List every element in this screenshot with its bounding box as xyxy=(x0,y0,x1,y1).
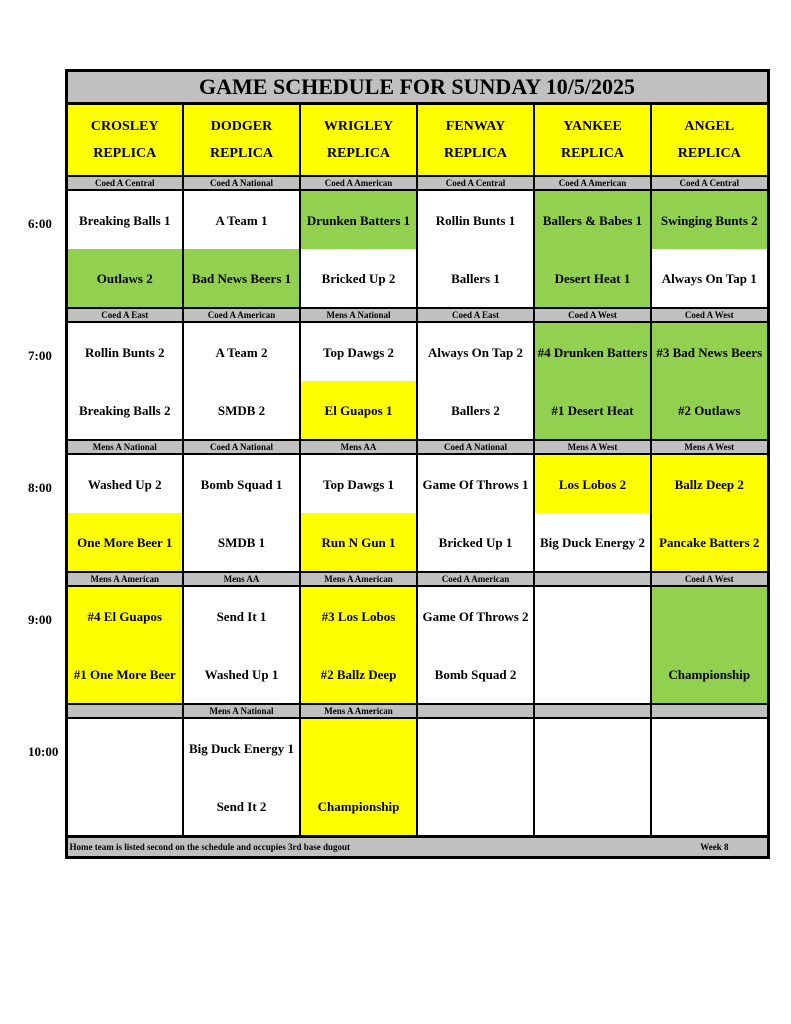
away-team-cell: Top Dawgs 1 xyxy=(300,454,417,513)
home-team-cell: Washed Up 1 xyxy=(183,645,300,704)
away-team-cell xyxy=(417,718,534,777)
home-team-cell: Bricked Up 2 xyxy=(300,249,417,308)
home-team-cell xyxy=(66,777,183,837)
away-team-cell xyxy=(534,718,651,777)
time-slot-label: 9:00 xyxy=(28,612,52,627)
home-team-cell: #2 Outlaws xyxy=(651,381,768,440)
week-label: Week 8 xyxy=(700,842,729,852)
division-label: Coed A West xyxy=(651,308,768,322)
home-team-cell xyxy=(417,777,534,837)
schedule-title: GAME SCHEDULE FOR SUNDAY 10/5/2025 xyxy=(66,71,768,104)
title-row xyxy=(22,71,768,104)
game-row-home xyxy=(22,777,768,837)
field-header-yankee xyxy=(534,104,651,177)
division-row xyxy=(22,572,768,586)
home-team-cell: Big Duck Energy 2 xyxy=(534,513,651,572)
away-team-cell xyxy=(66,718,183,777)
away-team-cell: Ballers & Babes 1 xyxy=(534,190,651,249)
field-name: DODGER xyxy=(210,119,273,134)
home-team-note: Home team is listed second on the schedule and occupies 3rd base dugout xyxy=(69,842,351,852)
game-row-away xyxy=(22,322,768,381)
game-row-home xyxy=(22,513,768,572)
away-team-cell: Washed Up 2 xyxy=(66,454,183,513)
away-team-cell: #4 Drunken Batters xyxy=(534,322,651,381)
division-label: Mens A American xyxy=(66,572,183,586)
game-row-away xyxy=(22,586,768,645)
field-name: FENWAY xyxy=(445,119,506,134)
away-team-cell: Send It 1 xyxy=(183,586,300,645)
away-team-cell: Game Of Throws 1 xyxy=(417,454,534,513)
game-row-away xyxy=(22,190,768,249)
field-header-angel xyxy=(651,104,768,177)
home-team-cell xyxy=(534,645,651,704)
away-team-cell: Drunken Batters 1 xyxy=(300,190,417,249)
field-subtitle: REPLICA xyxy=(93,146,157,161)
division-label: Mens A National xyxy=(300,308,417,322)
home-team-cell: Ballers 2 xyxy=(417,381,534,440)
home-team-cell: Outlaws 2 xyxy=(66,249,183,308)
division-label: Coed A National xyxy=(417,440,534,454)
division-label xyxy=(651,704,768,718)
division-label xyxy=(534,572,651,586)
game-row-away xyxy=(22,718,768,777)
away-team-cell xyxy=(300,718,417,777)
field-header-row xyxy=(22,104,768,177)
home-team-cell: Bad News Beers 1 xyxy=(183,249,300,308)
division-label xyxy=(534,704,651,718)
division-label: Coed A West xyxy=(651,572,768,586)
field-name: YANKEE xyxy=(563,119,622,134)
division-row xyxy=(22,440,768,454)
schedule-sheet xyxy=(22,69,770,859)
away-team-cell: Rollin Bunts 2 xyxy=(66,322,183,381)
field-header-dodger xyxy=(183,104,300,177)
away-team-cell: Los Lobos 2 xyxy=(534,454,651,513)
home-team-cell: Run N Gun 1 xyxy=(300,513,417,572)
field-subtitle: REPLICA xyxy=(443,146,507,161)
away-team-cell xyxy=(534,586,651,645)
away-team-cell: Breaking Balls 1 xyxy=(66,190,183,249)
away-team-cell: #3 Bad News Beers xyxy=(651,322,768,381)
away-team-cell: Bomb Squad 1 xyxy=(183,454,300,513)
division-label: Mens A American xyxy=(300,572,417,586)
game-row-home xyxy=(22,645,768,704)
division-row xyxy=(22,308,768,322)
division-label: Mens A West xyxy=(651,440,768,454)
away-team-cell xyxy=(651,718,768,777)
division-label: Coed A East xyxy=(66,308,183,322)
away-team-cell: #3 Los Lobos xyxy=(300,586,417,645)
home-team-cell: SMDB 2 xyxy=(183,381,300,440)
away-team-cell: Swinging Bunts 2 xyxy=(651,190,768,249)
home-team-cell: Bricked Up 1 xyxy=(417,513,534,572)
home-team-cell xyxy=(651,777,768,837)
home-team-cell: Championship xyxy=(300,777,417,837)
away-team-cell xyxy=(651,586,768,645)
division-row xyxy=(22,704,768,718)
division-label: Coed A Central xyxy=(66,176,183,190)
division-label: Coed A Central xyxy=(651,176,768,190)
division-label: Coed A American xyxy=(300,176,417,190)
division-label xyxy=(417,704,534,718)
field-subtitle: REPLICA xyxy=(326,146,390,161)
division-label: Mens A National xyxy=(183,704,300,718)
game-row-away xyxy=(22,454,768,513)
division-label xyxy=(66,704,183,718)
home-team-cell: Ballers 1 xyxy=(417,249,534,308)
home-team-cell: El Guapos 1 xyxy=(300,381,417,440)
division-label: Coed A Central xyxy=(417,176,534,190)
time-slot-label: 8:00 xyxy=(28,480,52,495)
footer-row xyxy=(22,837,768,858)
division-label: Coed A American xyxy=(183,308,300,322)
division-label: Mens A National xyxy=(66,440,183,454)
time-slot-label: 10:00 xyxy=(28,744,59,759)
home-team-cell: #1 Desert Heat xyxy=(534,381,651,440)
home-team-cell: #1 One More Beer xyxy=(66,645,183,704)
field-subtitle: REPLICA xyxy=(209,146,273,161)
away-team-cell: A Team 2 xyxy=(183,322,300,381)
home-team-cell: #2 Ballz Deep xyxy=(300,645,417,704)
away-team-cell: Ballz Deep 2 xyxy=(651,454,768,513)
away-team-cell: Top Dawgs 2 xyxy=(300,322,417,381)
away-team-cell: Game Of Throws 2 xyxy=(417,586,534,645)
time-slot-label: 6:00 xyxy=(28,216,52,231)
field-header-crosley xyxy=(66,104,183,177)
home-team-cell: SMDB 1 xyxy=(183,513,300,572)
time-slot-label: 7:00 xyxy=(28,348,52,363)
home-team-cell: Pancake Batters 2 xyxy=(651,513,768,572)
away-team-cell: Always On Tap 2 xyxy=(417,322,534,381)
field-name: CROSLEY xyxy=(90,119,159,134)
home-team-cell: Breaking Balls 2 xyxy=(66,381,183,440)
game-row-home xyxy=(22,249,768,308)
division-label: Coed A American xyxy=(534,176,651,190)
division-label: Coed A East xyxy=(417,308,534,322)
game-row-home xyxy=(22,381,768,440)
field-name: ANGEL xyxy=(684,119,735,134)
division-label: Coed A National xyxy=(183,176,300,190)
division-label: Coed A National xyxy=(183,440,300,454)
division-label: Mens AA xyxy=(300,440,417,454)
division-label: Coed A American xyxy=(417,572,534,586)
home-team-cell: Bomb Squad 2 xyxy=(417,645,534,704)
away-team-cell: Big Duck Energy 1 xyxy=(183,718,300,777)
division-label: Mens AA xyxy=(183,572,300,586)
field-header-wrigley xyxy=(300,104,417,177)
division-label: Mens A West xyxy=(534,440,651,454)
field-header-fenway xyxy=(417,104,534,177)
division-row xyxy=(22,176,768,190)
field-subtitle: REPLICA xyxy=(677,146,741,161)
home-team-cell xyxy=(534,777,651,837)
home-team-cell: Always On Tap 1 xyxy=(651,249,768,308)
home-team-cell: Championship xyxy=(651,645,768,704)
field-name: WRIGLEY xyxy=(323,119,394,134)
division-label: Mens A American xyxy=(300,704,417,718)
home-team-cell: Desert Heat 1 xyxy=(534,249,651,308)
division-label: Coed A West xyxy=(534,308,651,322)
home-team-cell: Send It 2 xyxy=(183,777,300,837)
field-subtitle: REPLICA xyxy=(560,146,624,161)
away-team-cell: #4 El Guapos xyxy=(66,586,183,645)
away-team-cell: Rollin Bunts 1 xyxy=(417,190,534,249)
footer-bar xyxy=(66,837,768,858)
home-team-cell: One More Beer 1 xyxy=(66,513,183,572)
away-team-cell: A Team 1 xyxy=(183,190,300,249)
schedule-table xyxy=(22,69,770,859)
